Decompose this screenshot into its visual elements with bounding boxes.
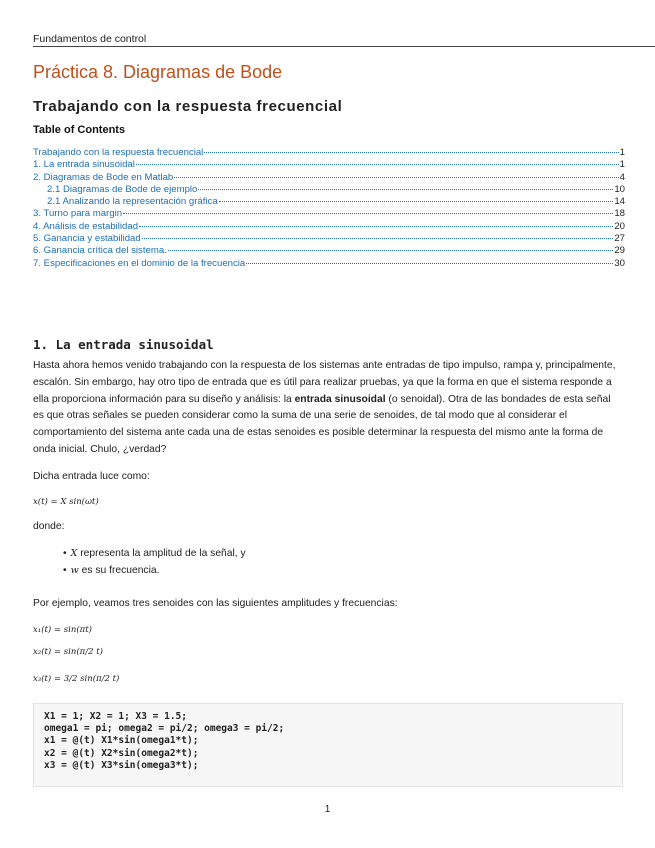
equation-x2: x₂(t) = sin(π/2 t) — [33, 647, 103, 657]
toc-item[interactable] — [33, 233, 625, 245]
paragraph-example: Por ejemplo, veamos tres senoides con las siguientes amplitudes y frecuencias: — [33, 598, 398, 609]
toc-leader — [142, 238, 614, 239]
toc-item[interactable] — [33, 208, 625, 220]
toc-item-label[interactable]: 3. Turno para margin — [33, 208, 123, 220]
toc-item-page[interactable]: 10 — [614, 183, 625, 195]
intro-text-a: Hasta ahora hemos venido trabajando con la respuesta de los sistemas ante entradas de tipo impulso, rampa y, principalmente, escalón. Sin embargo, hay otro tipo de entrada que es útil para realizar pruebas, ya que la forma en que el sistema responde a ella proporciona información para su diseño y análisis: la — [33, 360, 616, 405]
toc-item[interactable] — [33, 196, 625, 208]
equation-x1: x₁(t) = sin(πt) — [33, 625, 92, 635]
toc-item-page[interactable]: 1 — [619, 159, 625, 171]
paragraph-donde: donde: — [33, 521, 65, 532]
code-line: omega1 = pi; omega2 = pi/2; omega3 = pi/2; — [44, 723, 285, 735]
paragraph-entry: Dicha entrada luce como: — [33, 471, 150, 482]
equation-x3: x₃(t) = 3/2 sin(π/2 t) — [33, 674, 120, 684]
page-number: 1 — [324, 804, 331, 815]
toc-leader — [174, 177, 618, 178]
list-item: • X representa la amplitud de la señal, y — [63, 545, 246, 562]
toc-item-label[interactable]: 6. Ganancia crítica del sistema. — [33, 245, 167, 257]
intro-text-bold: entrada sinusoidal — [294, 393, 386, 405]
toc-item-page[interactable]: 20 — [614, 220, 625, 232]
section-heading: 1. La entrada sinusoidal — [33, 337, 214, 352]
toc-item-label[interactable]: 4. Análisis de estabilidad — [33, 220, 139, 232]
intro-paragraph — [33, 358, 623, 459]
toc-item-page[interactable]: 29 — [614, 245, 625, 257]
page-header: Fundamentos de control — [33, 33, 655, 47]
toc-item[interactable] — [33, 159, 625, 171]
toc-item-page[interactable]: 18 — [614, 208, 625, 220]
toc-item-label[interactable]: Trabajando con la respuesta frecuencial — [33, 147, 204, 158]
definitions-list — [63, 545, 246, 579]
toc-item[interactable] — [33, 258, 625, 270]
toc-item-label[interactable]: 2. Diagramas de Bode en Matlab — [33, 171, 174, 183]
toc-item-label[interactable]: 2.1 Diagramas de Bode de ejemplo — [47, 183, 198, 195]
table-of-contents — [33, 147, 625, 270]
toc-item[interactable] — [33, 221, 625, 233]
section-title: Trabajando con la respuesta frecuencial — [33, 98, 343, 115]
code-line: x3 = @(t) X3*sin(omega3*t); — [44, 759, 199, 771]
code-line: x1 = @(t) X1*sin(omega1*t); — [44, 735, 199, 747]
toc-leader — [136, 164, 619, 165]
toc-item-page[interactable]: 27 — [614, 233, 625, 245]
list-item: • w es su frecuencia. — [63, 562, 246, 579]
code-block[interactable] — [33, 703, 623, 787]
code-line: x2 = @(t) X2*sin(omega2*t); — [44, 747, 199, 759]
toc-item[interactable] — [33, 172, 625, 184]
toc-item[interactable] — [33, 184, 625, 196]
toc-leader — [168, 250, 613, 251]
toc-leader — [123, 213, 613, 214]
symbol-w: w — [70, 565, 79, 576]
toc-item-label[interactable]: 5. Ganancia y estabilidad — [33, 233, 141, 245]
toc-leader — [139, 226, 613, 227]
toc-item-label[interactable]: 2.1 Analizando la representación gráfica — [47, 196, 218, 208]
toc-item-page[interactable]: 30 — [614, 257, 625, 269]
code-line: X1 = 1; X2 = 1; X3 = 1.5; — [44, 711, 187, 722]
toc-leader — [204, 152, 618, 153]
toc-leader — [246, 263, 613, 264]
toc-item-page[interactable]: 1 — [619, 147, 625, 158]
toc-item[interactable] — [33, 245, 625, 257]
toc-item-page[interactable]: 4 — [619, 171, 625, 183]
symbol-x: X — [70, 548, 78, 559]
toc-item-page[interactable]: 14 — [614, 196, 625, 208]
toc-item-label[interactable]: 1. La entrada sinusoidal — [33, 159, 135, 171]
toc-leader — [219, 201, 614, 202]
toc-item-label[interactable]: 7. Especificaciones en el dominio de la frecuencia — [33, 257, 246, 269]
intro-text-b: (o senoidal). Otra de las bondades de esta señal es que otras señales se pueden considerar como la suma de una serie de senoides, de tal modo que al considerar el comportamiento del sistema ante cada una de estas senoides es posible determinar la respuesta del mismo ante la forma de onda inicial. Chulo, ¿verdad? — [33, 393, 611, 455]
page-title: Práctica 8. Diagramas de Bode — [33, 62, 283, 82]
toc-item[interactable] — [33, 147, 625, 159]
toc-leader — [198, 189, 613, 190]
equation-main: x(t) = X sin(ωt) — [33, 497, 99, 507]
toc-heading: Table of Contents — [33, 124, 126, 136]
